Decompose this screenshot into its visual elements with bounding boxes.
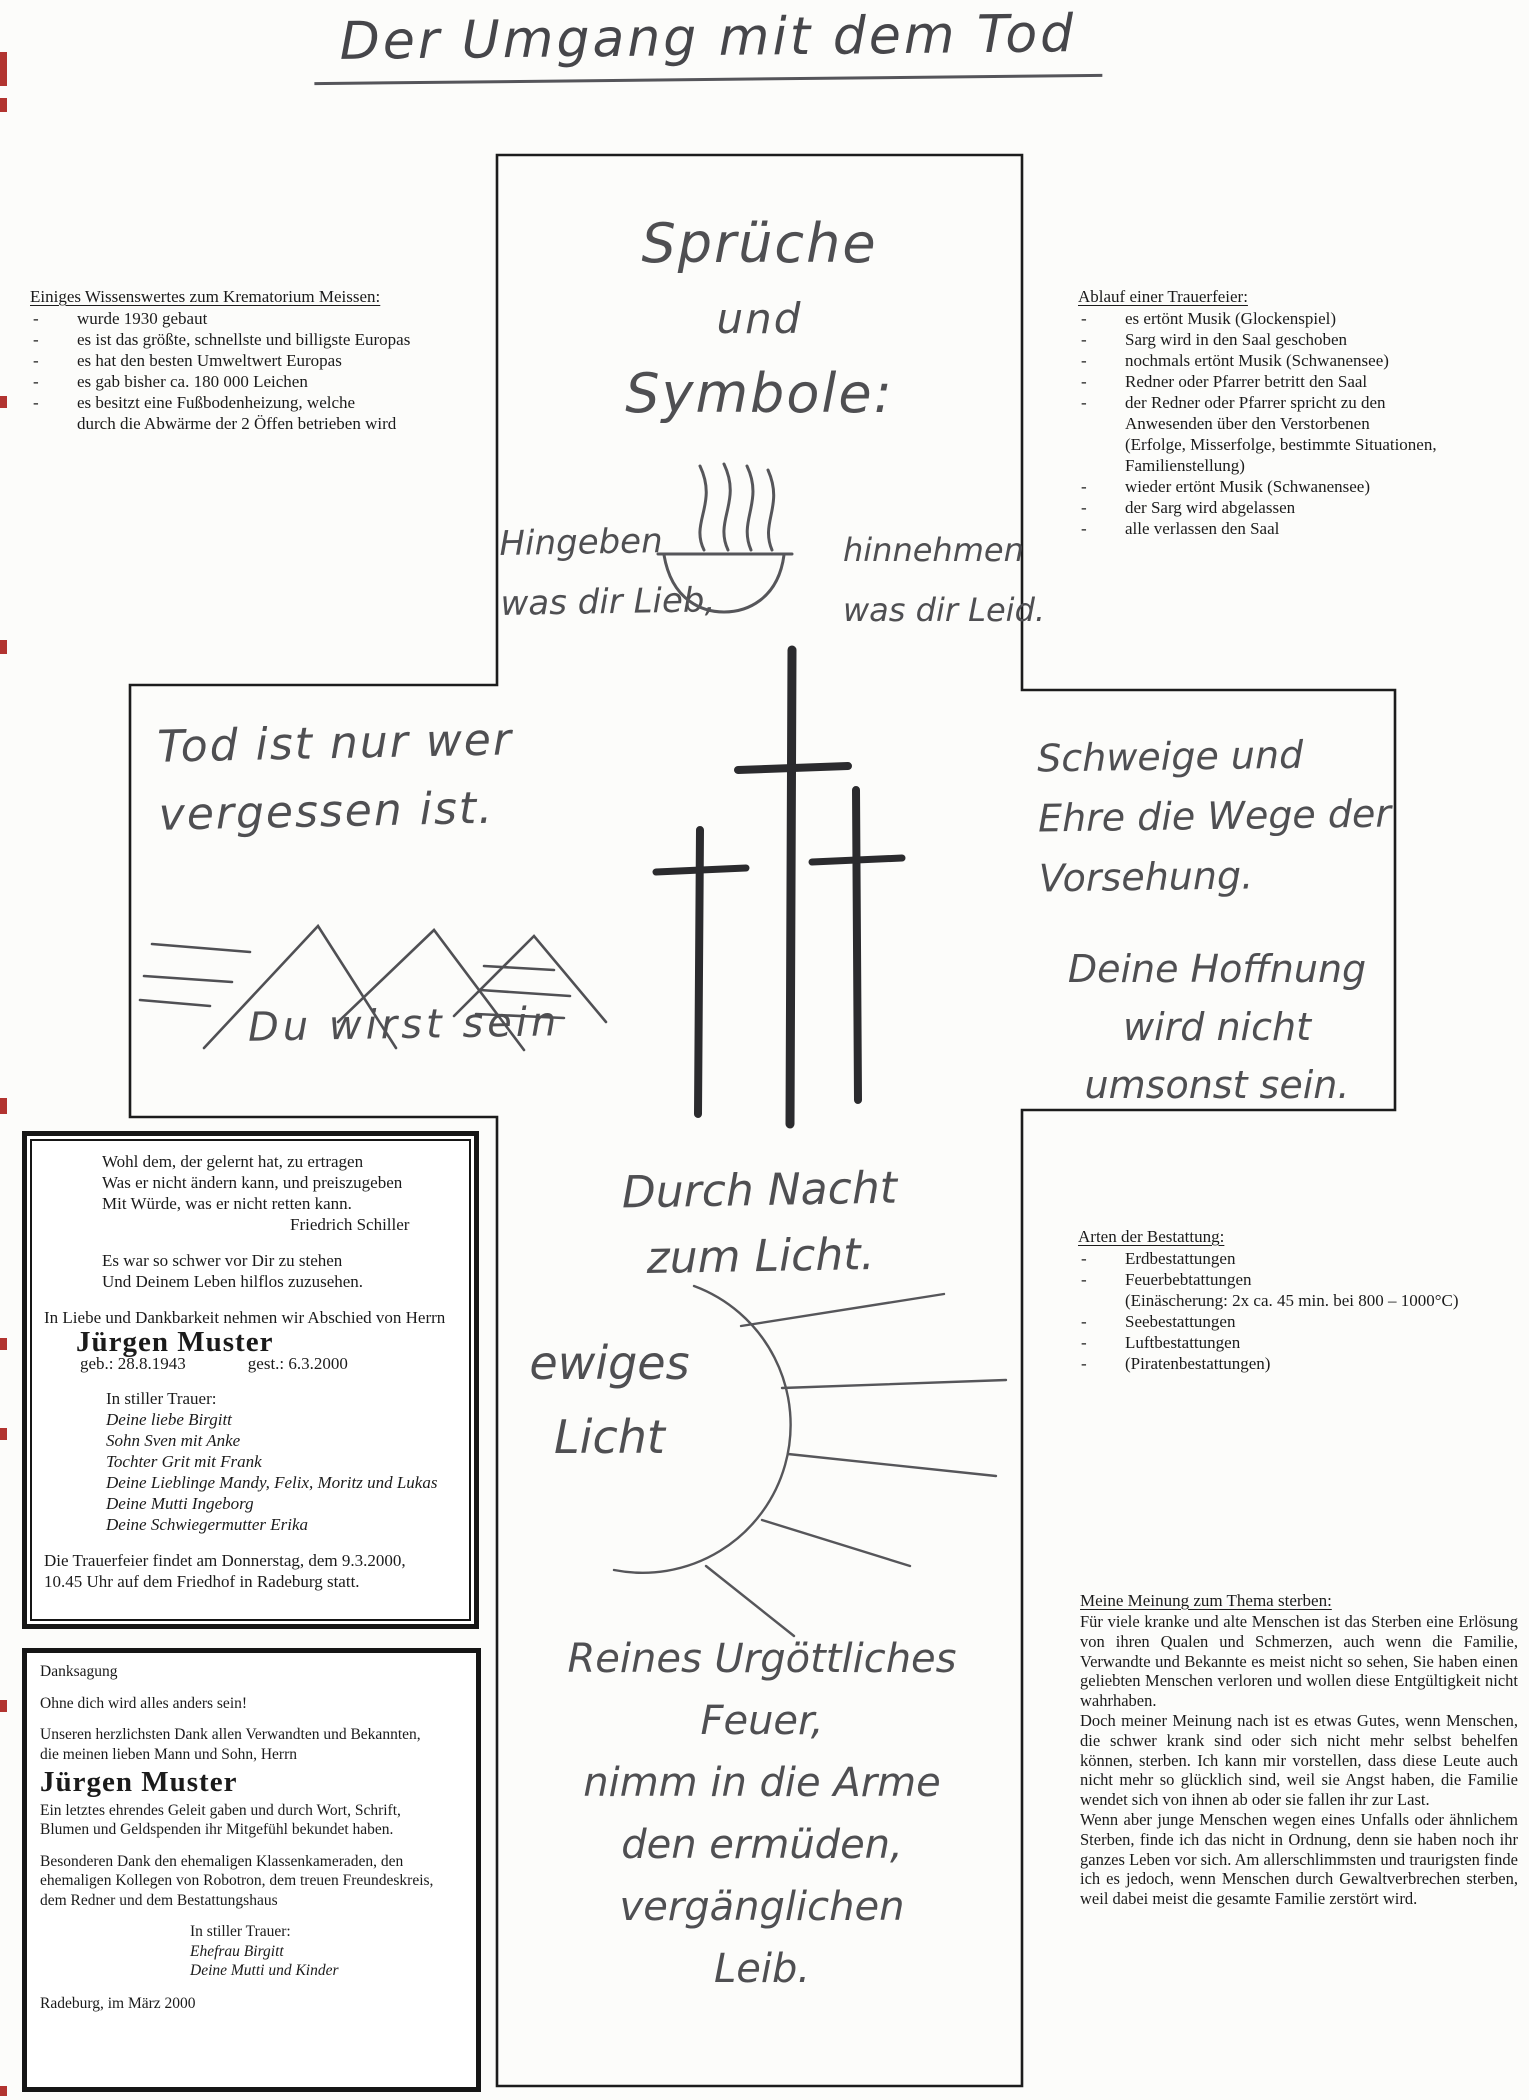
list-item (30, 371, 478, 392)
text-line: Deine Hoffnung (1067, 947, 1367, 991)
list-text: durch die Abwärme der 2 Öffen betrieben wird (77, 414, 397, 433)
text-line: den ermüden, (621, 1822, 903, 1868)
text-line: ewiges (529, 1336, 690, 1390)
list-text: Redner oder Pfarrer betritt den Saal (1125, 372, 1368, 391)
list-item (1078, 413, 1524, 434)
quote-du-wirst-sein: Du wirst sein (247, 999, 561, 1051)
text-line: Tod ist nur wer (156, 714, 514, 773)
trauerfeier-list (1078, 308, 1524, 539)
text-line: Leib. (713, 1946, 811, 1992)
list-item (1078, 371, 1524, 392)
list-bullet: - (1081, 1333, 1087, 1352)
danksagung-notice (22, 1648, 481, 2092)
text-line: Und Deinem Leben hilflos zuzusehen. (102, 1272, 364, 1291)
text-line: zum Licht. (646, 1229, 875, 1284)
list-item (1078, 1332, 1524, 1353)
paragraph: Doch meiner Meinung nach ist es etwas Gutes, wenn Menschen, die schwer krank sind oder sich nicht mehr selbst behelfen können, sterben. Ich kann mir vorstellen, dass diese Leute auch nicht mehr so glücklich sind, weil sie Angst haben, die Familie wendet sich von ihnen ab oder sie fallen ihr zur Last. (1080, 1710, 1518, 1810)
text-line: Was er nicht ändern kann, und preiszugeben (102, 1173, 403, 1192)
list-text: Luftbestattungen (1125, 1333, 1241, 1352)
list-text: Erdbestattungen (1125, 1249, 1236, 1268)
danksagung-para1 (40, 1725, 463, 1764)
list-item (1078, 1290, 1524, 1311)
quote-reines-feuer (497, 1628, 1027, 2000)
list-bullet: - (1081, 393, 1087, 412)
list-bullet (1078, 455, 1125, 476)
meinung-heading: Meine Meinung zum Thema sterben: (1080, 1591, 1332, 1610)
text-line: vergänglichen (619, 1884, 905, 1930)
text-line: Hingeben (499, 521, 663, 565)
krematorium-info-block (30, 286, 478, 434)
list-bullet: - (1081, 330, 1087, 349)
trauerfeier-heading: Ablauf einer Trauerfeier: (1078, 287, 1248, 306)
list-item (30, 308, 478, 329)
bestattung-list (1078, 1248, 1524, 1374)
red-scan-mark (0, 52, 7, 86)
list-bullet (1078, 1290, 1125, 1311)
obituary-mourners (106, 1409, 457, 1535)
list-bullet: - (33, 351, 39, 370)
text-line: vergessen ist. (158, 782, 495, 841)
red-scan-mark (0, 98, 7, 112)
list-text: es besitzt eine Fußbodenheizung, welche (77, 393, 356, 412)
text-line: Unseren herzlichsten Dank allen Verwandten und Bekannten, (40, 1726, 421, 1743)
text-line: Symbole: (625, 362, 894, 425)
text-line: Ein letztes ehrendes Geleit gaben und durch Wort, Schrift, (40, 1801, 401, 1819)
list-bullet (1078, 413, 1125, 434)
list-item (1078, 455, 1524, 476)
text-line: Es war so schwer vor Dir zu stehen (102, 1251, 343, 1270)
text-line: Blumen und Geldspenden ihr Mitgefühl bekundet haben. (40, 1821, 394, 1838)
list-bullet: - (1081, 1312, 1087, 1331)
text-line: Besonderen Dank den ehemaligen Klassenkameraden, den (40, 1852, 404, 1870)
danksagung-trauer-heading: In stiller Trauer: (190, 1923, 291, 1940)
list-item (1078, 1269, 1524, 1290)
list-bullet: - (33, 393, 39, 412)
text-line: was dir Lieb, (500, 580, 716, 624)
text-line: Sprüche (641, 212, 878, 275)
paragraph: Für viele kranke und alte Menschen ist das Sterben eine Erlösung von ihren Qualen und Schmerzen, auch wenn die Familie, Verwandte und Bekannte es meist nicht so sehen, Sie haben einen geliebten Menschen verloren und wollen diese Entgültigkeit nicht wahrhaben. (1080, 1612, 1518, 1711)
quote-hinnehmen (843, 520, 1083, 640)
text-line: Sohn Sven mit Anke (106, 1431, 241, 1450)
red-scan-mark (0, 1338, 7, 1350)
text-line: hinnehmen (843, 531, 1024, 569)
list-text: Feuerbebtattungen (1125, 1270, 1252, 1289)
text-line: Deine liebe Birgitt (106, 1410, 232, 1429)
obituary-notice (22, 1131, 479, 1629)
meinung-paragraphs (1080, 1612, 1518, 1909)
list-bullet: - (1081, 1354, 1087, 1373)
red-scan-mark (0, 2086, 7, 2096)
list-item (1078, 350, 1524, 371)
text-line: dem Redner und dem Bestattungshaus (40, 1891, 278, 1909)
paragraph: Wenn aber junge Menschen wegen eines Unfalls oder ähnlichem Sterben, finde ich das nicht in Ordnung, denn sie haben noch ihr ganzes Leben vor sich. Am allerschlimmsten und traurigsten finde ich es jedoch, wenn Menschen durch Gewaltverbrechen sterben, weil dabei meist die gesamte Familie zerstört wird. (1080, 1809, 1518, 1909)
text-line: Ehre die Wege der (1037, 791, 1392, 841)
list-text: wieder ertönt Musik (Schwanensee) (1125, 477, 1371, 496)
list-text: Seebestattungen (1125, 1312, 1236, 1331)
obituary-poem (102, 1151, 457, 1214)
quote-durch-nacht (559, 1155, 961, 1294)
smoking-bowl-drawing (652, 460, 822, 620)
krematorium-heading: Einiges Wissenswertes zum Krematorium Meissen: (30, 287, 381, 306)
list-item (30, 392, 478, 413)
text-line: nimm in die Arme (583, 1760, 941, 1806)
text-line: Deine Mutti und Kinder (190, 1962, 339, 1979)
trauerfeier-info-block (1078, 286, 1524, 539)
obituary-intro: In Liebe und Dankbarkeit nehmen wir Abschied von Herrn (44, 1308, 446, 1327)
list-text: es gab bisher ca. 180 000 Leichen (77, 372, 308, 391)
list-text: der Redner oder Pfarrer spricht zu den (1125, 393, 1386, 412)
danksagung-para3 (40, 1852, 463, 1911)
list-text: es ertönt Musik (Glockenspiel) (1125, 309, 1337, 328)
meinung-essay-block (1080, 1590, 1518, 1909)
list-text: nochmals ertönt Musik (Schwanensee) (1125, 351, 1389, 370)
text-line: Reines Urgöttliches (567, 1636, 957, 1682)
krematorium-list (30, 308, 478, 434)
text-line: Vorsehung. (1038, 853, 1254, 901)
quote-sprueche-und-symbole (497, 200, 1022, 438)
birth-date: geb.: 28.8.1943 (80, 1354, 186, 1373)
list-text: (Erfolge, Misserfolge, bestimmte Situationen, (1125, 435, 1437, 454)
list-item (1078, 518, 1524, 539)
text-line: Schweige und (1036, 732, 1304, 781)
text-line: Deine Mutti Ingeborg (106, 1494, 254, 1513)
list-item (1078, 1248, 1524, 1269)
obituary-dates (80, 1353, 457, 1374)
list-item (1078, 434, 1524, 455)
list-bullet: - (1081, 351, 1087, 370)
list-text: Anwesenden über den Verstorbenen (1125, 414, 1370, 433)
list-bullet: - (1081, 519, 1087, 538)
red-scan-mark (0, 1098, 7, 1114)
danksagung-mourners (190, 1942, 463, 1981)
quote-hoffnung (1052, 940, 1382, 1114)
list-bullet: - (1081, 1249, 1087, 1268)
list-text: der Sarg wird abgelassen (1125, 498, 1296, 517)
obituary-inner (30, 1139, 471, 1621)
list-text: Sarg wird in den Saal geschoben (1125, 330, 1348, 349)
list-item (1078, 1353, 1524, 1374)
text-line: Deine Lieblinge Mandy, Felix, Moritz und Lukas (106, 1473, 438, 1492)
list-text: alle verlassen den Saal (1125, 519, 1280, 538)
red-scan-mark (0, 1428, 7, 1440)
quote-schweige (1037, 724, 1392, 909)
text-line: Durch Nacht (621, 1162, 898, 1219)
list-bullet: - (1081, 1270, 1087, 1289)
danksagung-inner (27, 1653, 476, 2087)
text-line: Ehefrau Birgitt (190, 1942, 284, 1960)
list-item (30, 329, 478, 350)
page-title-wrap (268, 3, 1149, 85)
deceased-name: Jürgen Muster (40, 1766, 238, 1798)
list-bullet: - (33, 330, 39, 349)
list-bullet: - (1081, 309, 1087, 328)
list-item (1078, 329, 1524, 350)
sun-rays-drawing (556, 1278, 1036, 1658)
list-text: es hat den besten Umweltwert Europas (77, 351, 342, 370)
text-line: wird nicht (1123, 1005, 1311, 1049)
deceased-name: Jürgen Muster (76, 1326, 274, 1358)
list-text: wurde 1930 gebaut (77, 309, 208, 328)
death-date: gest.: 6.3.2000 (247, 1354, 348, 1373)
list-bullet (30, 413, 77, 434)
danksagung-trauer (190, 1922, 463, 1981)
obituary-poem-author: Friedrich Schiller (290, 1215, 410, 1234)
three-crosses-drawing (630, 642, 930, 1142)
red-scan-mark (0, 396, 7, 408)
list-item (1078, 476, 1524, 497)
list-bullet: - (33, 309, 39, 328)
list-item (30, 413, 478, 434)
text-line: Die Trauerfeier findet am Donnerstag, dem 9.3.2000, (44, 1551, 406, 1570)
bestattung-info-block (1078, 1226, 1524, 1374)
list-text: (Piratenbestattungen) (1125, 1354, 1271, 1373)
list-item (1078, 308, 1524, 329)
text-line: umsonst sein. (1084, 1063, 1350, 1107)
text-line: Wohl dem, der gelernt hat, zu ertragen (102, 1152, 364, 1171)
list-item (1078, 497, 1524, 518)
list-bullet: - (33, 372, 39, 391)
red-scan-mark (0, 1700, 7, 1712)
list-text: (Einäscherung: 2x ca. 45 min. bei 800 – 1000°C) (1125, 1291, 1459, 1310)
page-title: Der Umgang mit dem Tod (313, 4, 1102, 85)
red-scan-mark (0, 640, 7, 654)
text-line: und (716, 294, 803, 343)
text-line: Feuer, (700, 1698, 824, 1744)
text-line: die meinen lieben Mann und Sohn, Herrn (40, 1745, 297, 1763)
danksagung-heading: Danksagung (40, 1663, 118, 1680)
list-bullet: - (1081, 372, 1087, 391)
text-line: ehemaligen Kollegen von Robotron, dem treuen Freundeskreis, (40, 1872, 434, 1889)
danksagung-para2 (40, 1801, 463, 1840)
list-item (1078, 392, 1524, 413)
place-date: Radeburg, im März 2000 (40, 1994, 196, 2012)
quote-tod-ist-nur (157, 706, 515, 849)
list-text: es ist das größte, schnellste und billigste Europas (77, 330, 411, 349)
text-line: Mit Würde, was er nicht retten kann. (102, 1194, 352, 1213)
text-line: Deine Schwiegermutter Erika (106, 1515, 309, 1534)
text-line: Tochter Grit mit Frank (106, 1452, 262, 1471)
bestattung-heading: Arten der Bestattung: (1078, 1227, 1225, 1246)
danksagung-line1: Ohne dich wird alles anders sein! (40, 1694, 248, 1712)
list-bullet: - (1081, 498, 1087, 517)
list-bullet: - (1081, 477, 1087, 496)
list-text: Familienstellung) (1125, 456, 1245, 475)
text-line: Licht (554, 1410, 665, 1464)
text-line: 10.45 Uhr auf dem Friedhof in Radeburg statt. (44, 1572, 360, 1591)
obituary-verse (102, 1250, 457, 1292)
text-line: was dir Leid. (843, 591, 1046, 629)
list-item (30, 350, 478, 371)
list-bullet (1078, 434, 1125, 455)
list-item (1078, 1311, 1524, 1332)
obituary-funeral-info (44, 1550, 457, 1592)
obituary-trauer-heading: In stiller Trauer: (106, 1389, 217, 1408)
